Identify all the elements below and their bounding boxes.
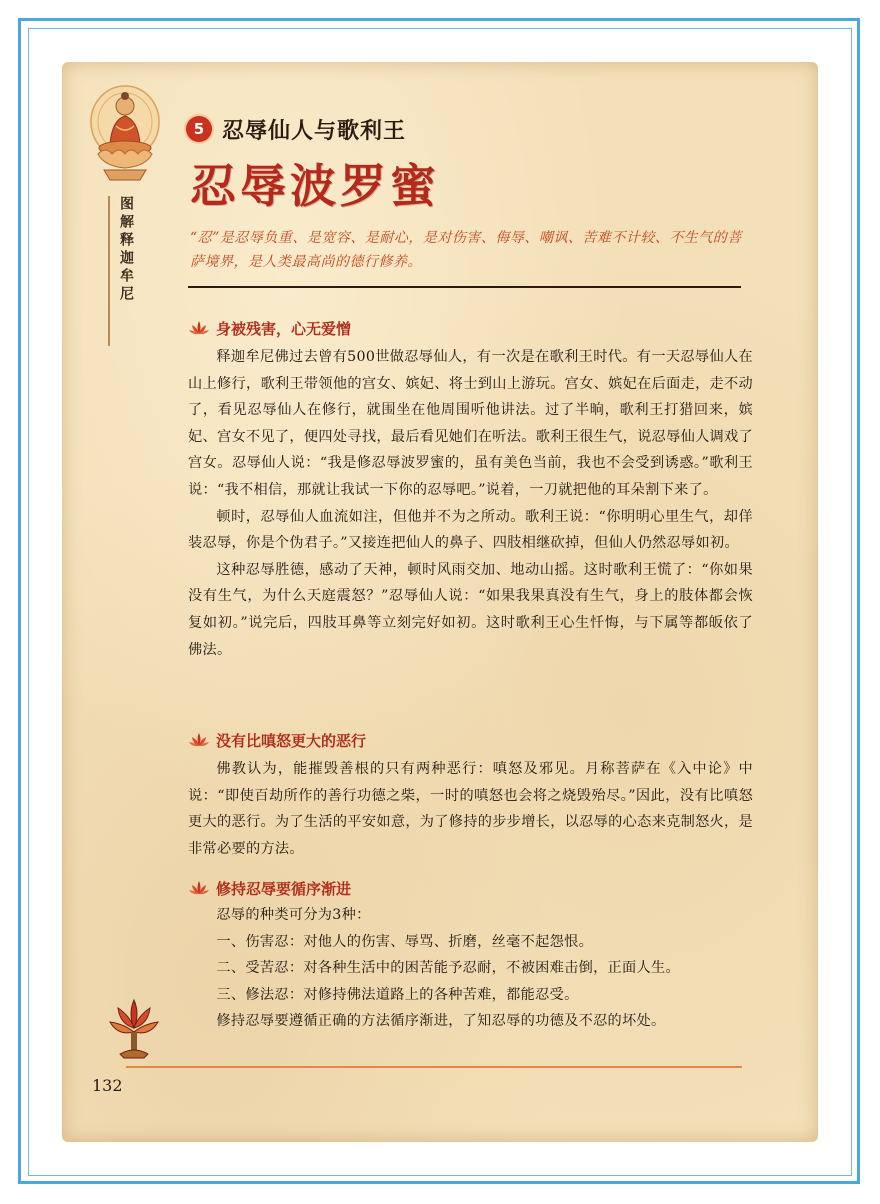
section-1	[188, 316, 753, 663]
chapter-number-badge: 5	[186, 116, 212, 142]
side-book-title: 图解释迦牟尼	[118, 196, 134, 304]
list-item: 修持忍辱要遵循正确的方法循序渐进，了知忍辱的功德及不忍的坏处。	[216, 1013, 666, 1030]
lotus-icon	[188, 731, 210, 749]
paragraph: 这种忍辱胜德，感动了天神，顿时风雨交加、地动山摇。这时歌利王慌了：“你如果没有生气，为什么天庭震怒？”忍辱仙人说：“如果我果真没有生气，身上的肢体都会恢复如初。”说完后，四肢耳鼻等立刻完好如初。这时歌利王心生忏悔，与下属等都皈依了佛法。	[188, 561, 753, 658]
list-item: 忍辱的种类可分为3种：	[216, 907, 371, 923]
section-2	[188, 728, 753, 862]
section-title: 修持忍辱要循序渐进	[216, 879, 352, 898]
section-3	[188, 876, 753, 1035]
page-number: 132	[92, 1076, 123, 1095]
list-item: 三、修法忍：对修持佛法道路上的各种苦难，都能忍受。	[216, 986, 579, 1003]
list-item: 二、受苦忍：对各种生活中的困苦能予忍耐，不被困难击倒，正面人生。	[216, 960, 680, 977]
section-heading	[188, 728, 753, 752]
section-heading	[188, 316, 753, 340]
section-title: 身被残害，心无爱憎	[216, 319, 352, 338]
chapter-heading	[186, 112, 406, 146]
lotus-ornament-icon	[104, 996, 164, 1060]
chapter-title: 忍辱仙人与歌利王	[222, 118, 407, 144]
footer-divider	[126, 1066, 742, 1068]
buddha-figure-icon	[86, 82, 164, 192]
page-title: 忍辱波罗蜜	[190, 159, 440, 213]
lotus-icon	[188, 319, 210, 337]
list-item: 一、伤害忍：对他人的伤害、辱骂、折磨，丝毫不起怨恨。	[216, 933, 594, 950]
section-title: 没有比嗔怒更大的恶行	[216, 731, 367, 750]
paragraph: 释迦牟尼佛过去曾有500世做忍辱仙人，有一次是在歌利王时代。有一天忍辱仙人在山上修行，歌利王带领他的宫女、嫔妃、将士到山上游玩。宫女、嫔妃在后面走，走不动了，看见忍辱仙人在修行，就围坐在他周围听他讲法。过了半晌，歌利王打猎回来，嫔妃、宫女不见了，便四处寻找，最后看见她们在听法。歌利王很生气，说忍辱仙人调戏了宫女。忍辱仙人说：“我是修忍辱波罗蜜的，虽有美色当前，我也不会受到诱惑。”歌利王说：“我不相信，那就让我试一下你的忍辱吧。”说着，一刀就把他的耳朵割下来了。	[188, 349, 754, 498]
title-divider	[188, 286, 741, 288]
paragraph: 顿时，忍辱仙人血流如注，但他并不为之所动。歌利王说：“你明明心里生气，却佯装忍辱，你是个伪君子。”又接连把仙人的鼻子、四肢相继砍掉，但仙人仍然忍辱如初。	[188, 508, 753, 552]
side-divider	[108, 196, 110, 346]
lotus-icon	[188, 879, 210, 897]
section-heading	[188, 876, 753, 900]
paragraph: 佛教认为，能摧毁善根的只有两种恶行：嗔怒及邪见。月称菩萨在《入中论》中说：“即使百劫所作的善行功德之柴，一时的嗔怒也会将之烧毁殆尽。”因此，没有比嗔怒更大的恶行。为了生活的平安如意，为了修持的步步增长，以忍辱的心态来克制怒火，是非常必要的方法。	[188, 761, 754, 857]
intro-quote: “忍”是忍辱负重、是宽容、是耐心，是对伤害、侮辱、嘲讽、苦难不计较、不生气的菩萨境界，是人类最高尚的德行修养。	[190, 230, 742, 270]
